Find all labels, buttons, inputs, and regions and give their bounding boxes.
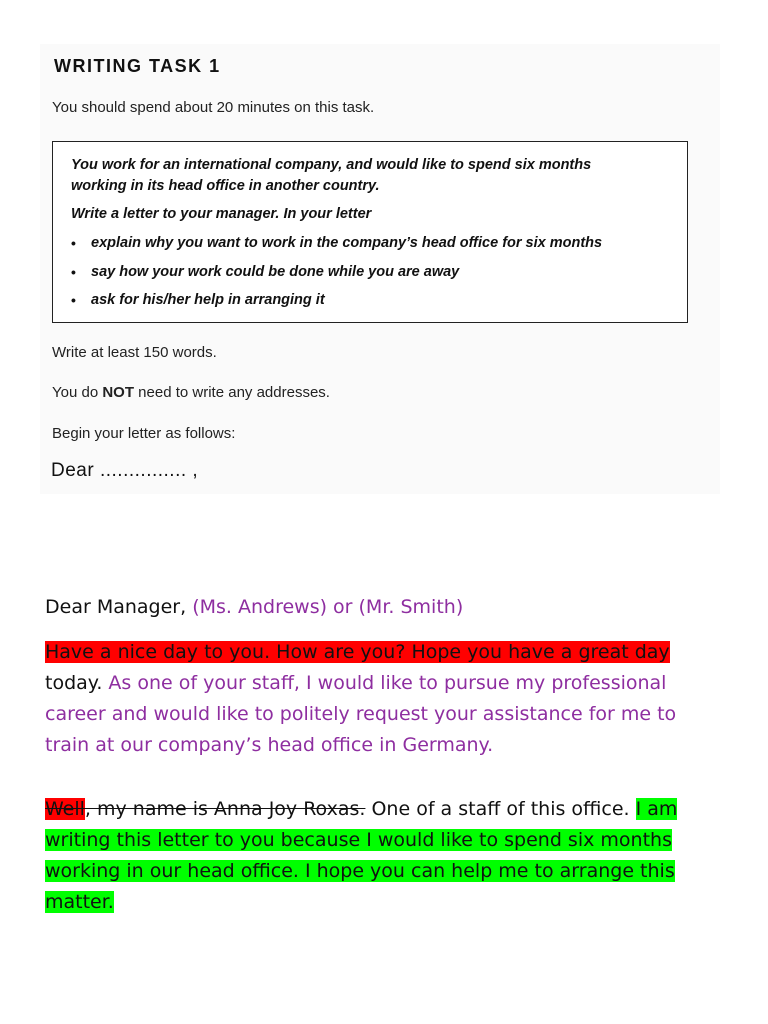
min-words-note: Write at least 150 words.	[52, 344, 217, 361]
bullet-item-2: say how your work could be done while you are away	[91, 264, 460, 280]
bullet-item-1: explain why you want to work in the company’s head office for six months	[91, 235, 603, 251]
prompt-line-2: working in its head office in another country.	[71, 178, 380, 194]
prompt-line-1: You work for an international company, and would like to spend six months	[71, 157, 592, 173]
highlighted-reason-3: working in our head office. I hope you can help me to arrange this	[45, 860, 675, 882]
bullet-icon: •	[71, 235, 76, 251]
highlighted-reason-2: writing this letter to you because I would like to spend six months	[45, 829, 672, 851]
addresses-pre: You do	[52, 384, 103, 401]
highlighted-greeting: Have a nice day to you. How are you? Hope you have a great day	[45, 641, 670, 663]
letter-paragraph-2	[45, 794, 735, 918]
dear-template: Dear ............... ,	[51, 460, 199, 481]
purpose-line-3: train at our company’s head office in Germany.	[45, 734, 494, 756]
highlighted-reason-4: matter.	[45, 891, 114, 913]
highlighted-reason-1: I am	[635, 798, 678, 820]
letter-instruction: Write a letter to your manager. In your letter	[71, 206, 372, 222]
staff-sentence: One of a staff of this office.	[365, 798, 636, 820]
struck-name-sentence: , my name is Anna Joy Roxas.	[84, 798, 366, 820]
bullet-icon: •	[71, 292, 76, 308]
bullet-item-3: ask for his/her help in arranging it	[91, 292, 325, 308]
purpose-line-2: career and would like to politely request your assistance for me to	[45, 703, 677, 725]
letter-paragraph-1	[45, 637, 735, 761]
addresses-not: NOT	[102, 384, 135, 401]
salutation-alternatives: (Ms. Andrews) or (Mr. Smith)	[192, 596, 464, 618]
purpose-line-1: As one of your staff, I would like to pursue my professional	[102, 672, 667, 694]
addresses-note	[52, 384, 330, 401]
letter-salutation	[45, 592, 735, 623]
begin-note: Begin your letter as follows:	[52, 425, 236, 442]
task-title: WRITING TASK 1	[54, 56, 221, 76]
greeting-today: today.	[45, 672, 103, 694]
task-prompt-box	[52, 141, 688, 323]
addresses-post: need to write any addresses.	[134, 384, 330, 401]
salutation-text: Dear Manager,	[45, 596, 193, 618]
time-note: You should spend about 20 minutes on this task.	[52, 99, 375, 116]
struck-word-well: Well	[45, 798, 85, 820]
bullet-icon: •	[71, 264, 76, 280]
